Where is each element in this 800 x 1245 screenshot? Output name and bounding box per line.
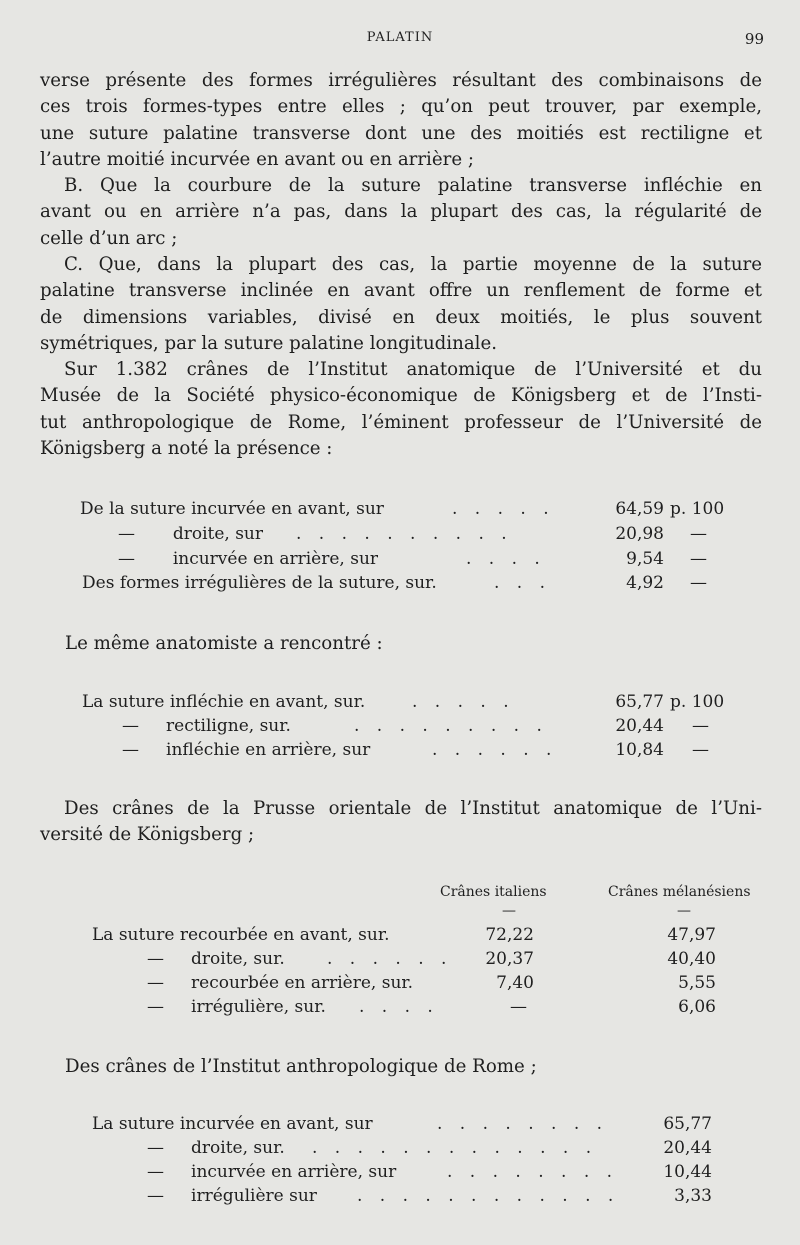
row-unit: — [690, 524, 707, 544]
text-line: Des crânes de la Prusse orientale de l’Institut anatomique de l’Uni- [64, 798, 762, 819]
leader-dots: . . . . . . . . [437, 1114, 609, 1134]
text-line: palatine transverse inclinée en avant offre un renflement de forme et [40, 280, 762, 302]
text-line: de dimensions variables, divisé en deux moitiés, le plus souvent [40, 306, 762, 328]
table-row [147, 1162, 732, 1186]
value-italiens: 20,37 [485, 949, 534, 969]
leader-dots: . . . . . . . . [447, 1162, 619, 1182]
leader-dots: . . . . . . . . . . [296, 524, 513, 544]
leader-dots: . . . . [359, 997, 439, 1017]
row-label: — infléchie en arrière, sur [122, 740, 371, 760]
leader-dots: . . . . . . [327, 949, 453, 969]
table-row [118, 524, 730, 548]
text-line: Le même anatomiste a rencontré : [65, 633, 383, 654]
table-row [147, 949, 732, 973]
row-label: Des formes irrégulières de la suture, sur. [82, 573, 437, 593]
row-label: — irrégulière, sur. [147, 997, 326, 1017]
paragraph-sur [40, 357, 762, 462]
paragraph-meme [65, 631, 765, 657]
value-italiens: 7,40 [496, 973, 534, 993]
text-line: Musée de la Société physico-économique de Königsberg et de l’Insti- [40, 385, 762, 407]
row-label: — droite, sur. [147, 1138, 285, 1158]
table-row [92, 1114, 732, 1138]
table-row [147, 1186, 732, 1210]
text-line: l’autre moitié incurvée en avant ou en arrière ; [40, 148, 474, 170]
row-unit: p. 100 [670, 499, 725, 519]
text-line: une suture palatine transverse dont une des moitiés est rectiligne et [40, 122, 762, 144]
row-unit: — [690, 573, 707, 593]
column-header-dash: — [677, 903, 691, 919]
row-value: 9,54 [626, 549, 664, 569]
leader-dots: . . . [494, 573, 552, 593]
table-row [147, 1138, 732, 1162]
table-row [92, 925, 732, 949]
running-title: PALATIN [366, 30, 434, 45]
text-line: C. Que, dans la plupart des cas, la partie moyenne de la suture [64, 254, 762, 275]
table-row [122, 740, 730, 764]
text-line: B. Que la courbure de la suture palatine transverse infléchie en [64, 175, 762, 196]
leader-dots: . . . . . . . . . . . . [357, 1186, 620, 1206]
row-label: De la suture incurvée en avant, sur [80, 499, 384, 519]
value-italiens: — [510, 997, 527, 1017]
row-label: La suture infléchie en avant, sur. [82, 692, 366, 712]
leader-dots: . . . . . . [432, 740, 558, 760]
value-italiens: 72,22 [485, 925, 534, 945]
row-label: — droite, sur [118, 524, 264, 544]
table-row [82, 573, 730, 597]
page-number: 99 [744, 30, 764, 48]
row-label: La suture recourbée en avant, sur. [92, 925, 390, 945]
paragraph-prusse [40, 796, 762, 849]
column-header-dash: — [502, 903, 516, 919]
text-line: Königsberg a noté la présence : [40, 437, 333, 459]
row-value: 65,77 [663, 1114, 712, 1134]
paragraph-continuation [40, 68, 762, 173]
row-label: — recourbée en arrière, sur. [147, 973, 414, 993]
text-line: versité de Königsberg ; [40, 824, 255, 846]
row-label: — incurvée en arrière, sur [118, 549, 379, 569]
row-unit: — [692, 716, 709, 736]
running-header [0, 30, 800, 52]
text-line: ces trois formes-types entre elles ; qu’on peut trouver, par exemple, [40, 96, 762, 118]
text-line: tut anthropologique de Rome, l’éminent professeur de l’Université de [40, 411, 762, 433]
row-unit: p. 100 [670, 692, 725, 712]
value-melanesiens: 47,97 [667, 925, 716, 945]
row-value: 20,44 [663, 1138, 712, 1158]
table-row [147, 973, 732, 997]
row-value: 65,77 [615, 692, 664, 712]
value-melanesiens: 5,55 [678, 973, 716, 993]
text-line: verse présente des formes irrégulières résultant des combinaisons de [40, 70, 762, 91]
row-unit: — [692, 740, 709, 760]
row-unit: — [690, 549, 707, 569]
row-value: 10,84 [615, 740, 664, 760]
row-label: — rectiligne, sur. [122, 716, 291, 736]
leader-dots: . . . . . . . . . . . . . [312, 1138, 598, 1158]
text-line: celle d’un arc ; [40, 227, 178, 249]
table-row [80, 499, 730, 523]
row-label: La suture incurvée en avant, sur [92, 1114, 373, 1134]
column-header: Crânes mélanésiens [608, 884, 751, 900]
value-melanesiens: 40,40 [667, 949, 716, 969]
leader-dots: . . . . [466, 549, 546, 569]
row-value: 20,98 [615, 524, 664, 544]
leader-dots: . . . . . [452, 499, 555, 519]
table-row [118, 549, 730, 573]
paragraph-c [40, 252, 762, 357]
leader-dots: . . . . . . . . . [354, 716, 548, 736]
column-header: Crânes italiens [440, 884, 547, 900]
table-row [147, 997, 732, 1021]
paragraph-b [40, 173, 762, 252]
value-melanesiens: 6,06 [678, 997, 716, 1017]
row-value: 20,44 [615, 716, 664, 736]
leader-dots: . . . . . [412, 692, 515, 712]
text-line: avant ou en arrière n’a pas, dans la plupart des cas, la régularité de [40, 201, 762, 223]
table-row [82, 692, 730, 716]
row-value: 64,59 [615, 499, 664, 519]
table-row [122, 716, 730, 740]
row-value: 4,92 [626, 573, 664, 593]
text-line: Des crânes de l’Institut anthropologique de Rome ; [65, 1056, 537, 1077]
row-label: — droite, sur. [147, 949, 285, 969]
paragraph-rome [65, 1054, 765, 1080]
text-line: Sur 1.382 crânes de l’Institut anatomique de l’Université et du [64, 359, 762, 380]
row-label: — incurvée en arrière, sur [147, 1162, 397, 1182]
row-label: — irrégulière sur [147, 1186, 317, 1206]
row-value: 10,44 [663, 1162, 712, 1182]
row-value: 3,33 [674, 1186, 712, 1206]
text-line: symétriques, par la suture palatine longitudinale. [40, 332, 498, 354]
